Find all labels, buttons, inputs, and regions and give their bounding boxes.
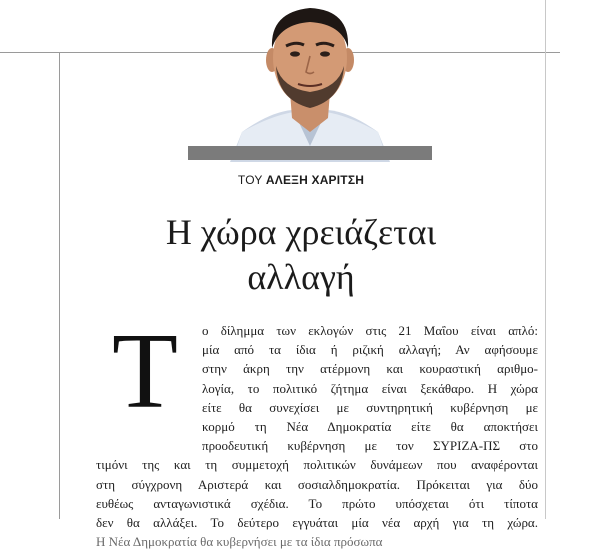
body-line: στην άκρη την ατέρμονη και κουραστική αριθμο- (202, 361, 538, 377)
article-title (0, 210, 602, 300)
body-line-cut: Η Νέα Δημοκρατία θα κυβερνήσει με τα ίδια πρόσωπα (96, 534, 383, 550)
byline-prefix: ΤΟΥ (237, 173, 263, 187)
body-line: λογία, το πολιτικό ζήτημα είναι ξεκάθαρο. Η χώρα (202, 380, 538, 396)
title-line-1: Η χώρα χρειάζεται (165, 212, 437, 252)
byline (0, 173, 602, 187)
body-line: κορμό τη Νέα Δημοκρατία είτε θα αποκτήσει (202, 418, 538, 434)
byline-author: ΑΛΕΞΗ ΧΑΡΙΤΣΗ (265, 173, 365, 187)
author-portrait (190, 0, 430, 162)
title-line-2: αλλαγή (247, 257, 355, 297)
body-line: δεν θα αλλάξει. Το δεύτερο εγγυάται μία νέα αρχή για τη χώρα. (96, 514, 538, 530)
photo-band (188, 146, 432, 160)
body-line: ο δίλημμα των εκλογών στις 21 Μαΐου είναι απλό: (202, 323, 538, 338)
drop-cap-letter: Τ (112, 327, 178, 409)
body-line: προοδευτική κυβέρνηση με τον ΣΥΡΙΖΑ-ΠΣ στο (202, 438, 538, 454)
body-line: στη σύγχρονη Αριστερά και σοσιαλδημοκρατία. Πρόκειται για δύο (96, 476, 538, 492)
body-line: ευθέως ανταγωνιστικά σχέδια. Το πρώτο υπόσχεται ότι τίποτα (96, 495, 538, 511)
body-line: μία από τα ίδια ή ριζική αλλαγή; Αν αφήσουμε (202, 342, 538, 358)
article-body (96, 321, 538, 551)
body-line: τιμόνι της και τη συμμετοχή πολιτικών δυνάμεων που αναφέρονται (96, 457, 538, 473)
body-line: είτε θα συνεχίσει με συντηρητική κυβέρνηση με (202, 399, 538, 415)
